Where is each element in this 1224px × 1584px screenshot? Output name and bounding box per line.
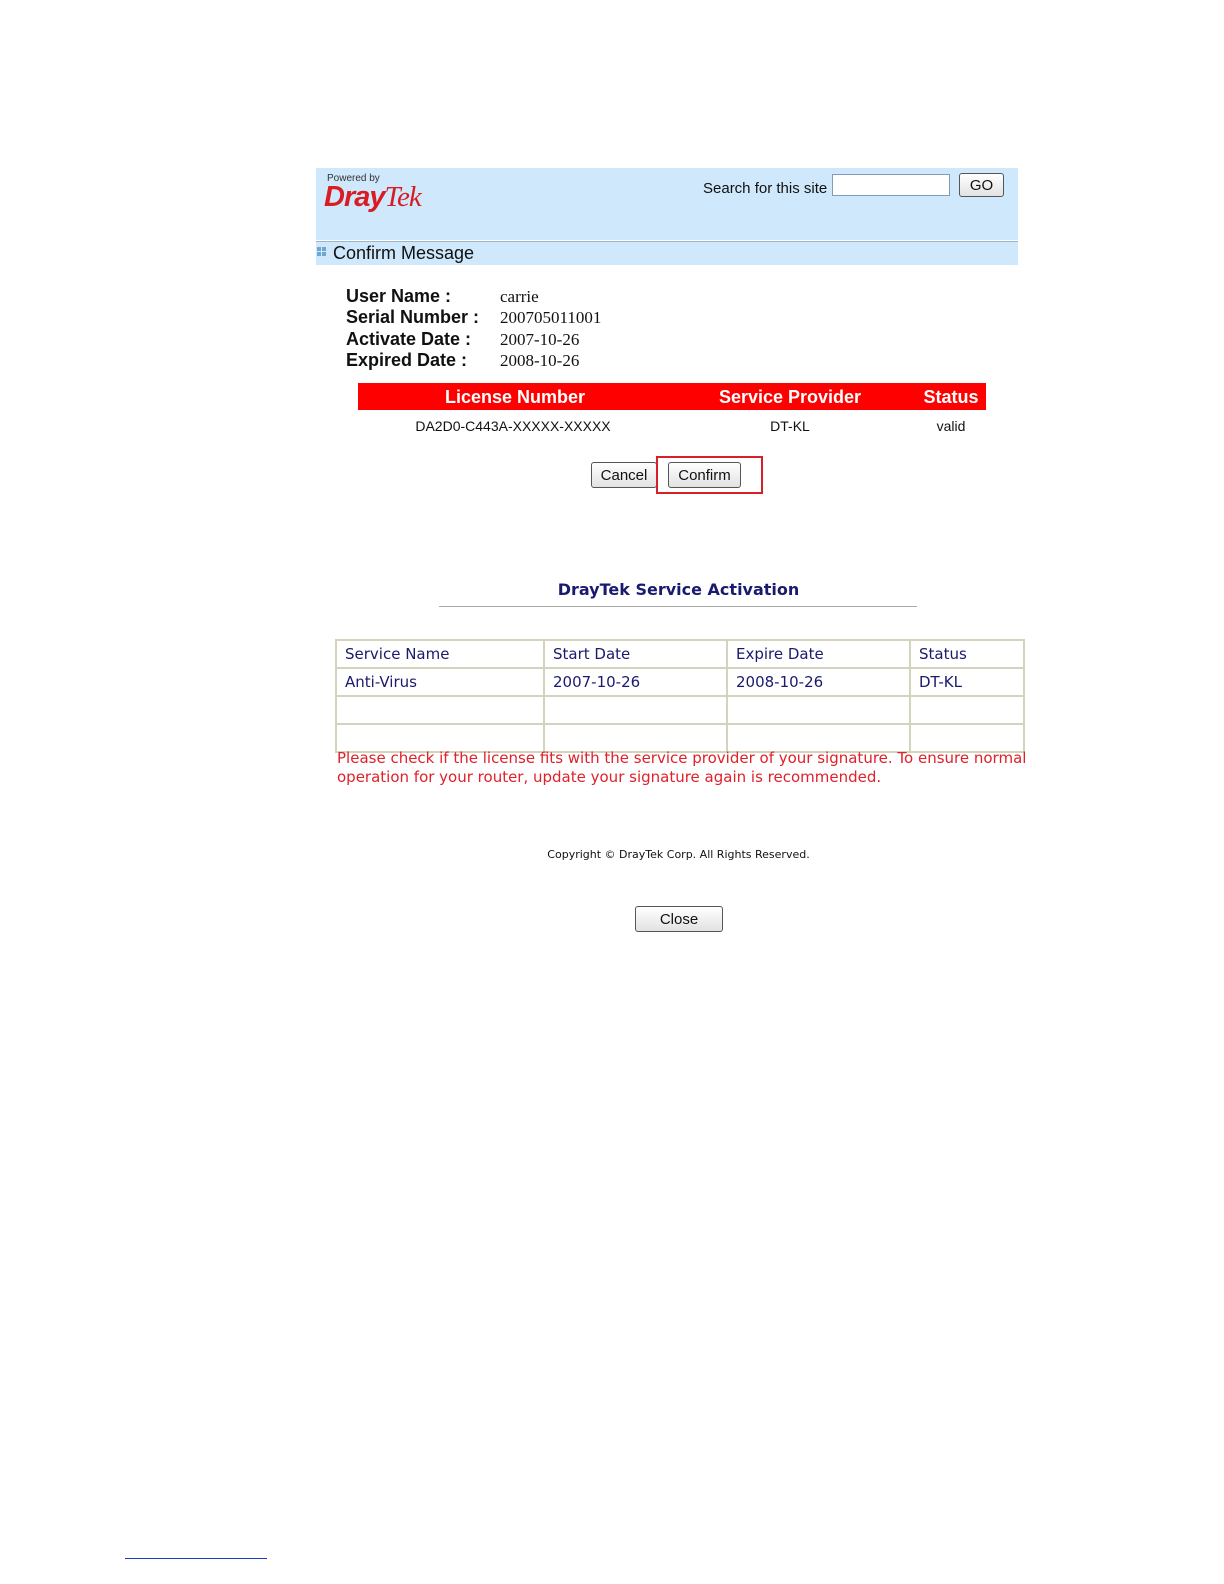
- close-button[interactable]: Close: [635, 906, 723, 932]
- serial-number-value: 200705011001: [500, 308, 602, 327]
- confirm-highlight-box: [656, 456, 763, 494]
- activation-divider: [439, 606, 917, 607]
- logo-tek: Tek: [384, 181, 421, 213]
- notice-text: Please check if the license fits with the service provider of your signature. To ensure normal operation for your router, update your signature again is recommended.: [337, 749, 1027, 786]
- serial-number-label: Serial Number :: [346, 307, 480, 327]
- service-name-header: Service Name: [336, 640, 544, 668]
- activation-title: DrayTek Service Activation: [557, 580, 800, 599]
- page-title: Confirm Message: [333, 243, 475, 263]
- table-row: [336, 668, 1024, 696]
- status-cell: [910, 696, 1024, 724]
- user-name-label: User Name :: [346, 286, 452, 306]
- service-provider-cell: DT-KL: [770, 418, 810, 434]
- status-cell: [910, 724, 1024, 752]
- expire-date-cell: 2008-10-26: [727, 668, 910, 696]
- start-date-cell: [544, 724, 727, 752]
- footnote-rule: [125, 1558, 267, 1559]
- expire-date-cell: [727, 696, 910, 724]
- status-cell: valid: [936, 418, 966, 434]
- user-name-value: carrie: [500, 287, 539, 306]
- logo-dray: Dray: [324, 181, 385, 213]
- expired-date-label: Expired Date :: [346, 350, 468, 370]
- confirm-button[interactable]: Confirm: [668, 462, 741, 488]
- cancel-button[interactable]: Cancel: [591, 462, 657, 488]
- grid-dots-icon: [317, 247, 327, 257]
- start-date-header: Start Date: [544, 640, 727, 668]
- go-button[interactable]: GO: [959, 173, 1004, 197]
- status-cell: DT-KL: [910, 668, 1024, 696]
- service-provider-header: Service Provider: [718, 387, 862, 407]
- search-input[interactable]: [832, 174, 950, 196]
- activation-table: [335, 639, 1025, 753]
- service-name-cell: [336, 724, 544, 752]
- powered-by-label: Powered by: [327, 173, 380, 184]
- copyright-text: Copyright © DrayTek Corp. All Rights Reserved.: [547, 848, 810, 861]
- activate-date-label: Activate Date :: [346, 329, 472, 349]
- search-label: Search for this site: [703, 180, 828, 197]
- status-header: Status: [923, 387, 979, 407]
- expired-date-value: 2008-10-26: [500, 351, 580, 370]
- license-number-cell: DA2D0-C443A-XXXXX-XXXXX: [415, 418, 611, 434]
- expire-date-cell: [727, 724, 910, 752]
- expire-date-header: Expire Date: [727, 640, 910, 668]
- activate-date-value: 2007-10-26: [500, 330, 580, 349]
- service-name-cell: [336, 696, 544, 724]
- service-name-cell: Anti-Virus: [336, 668, 544, 696]
- table-header-row: [336, 640, 1024, 668]
- start-date-cell: [544, 696, 727, 724]
- table-row: [336, 696, 1024, 724]
- draytek-logo: [324, 181, 421, 214]
- license-number-header: License Number: [444, 387, 586, 407]
- start-date-cell: 2007-10-26: [544, 668, 727, 696]
- status-header: Status: [910, 640, 1024, 668]
- table-row: [336, 724, 1024, 752]
